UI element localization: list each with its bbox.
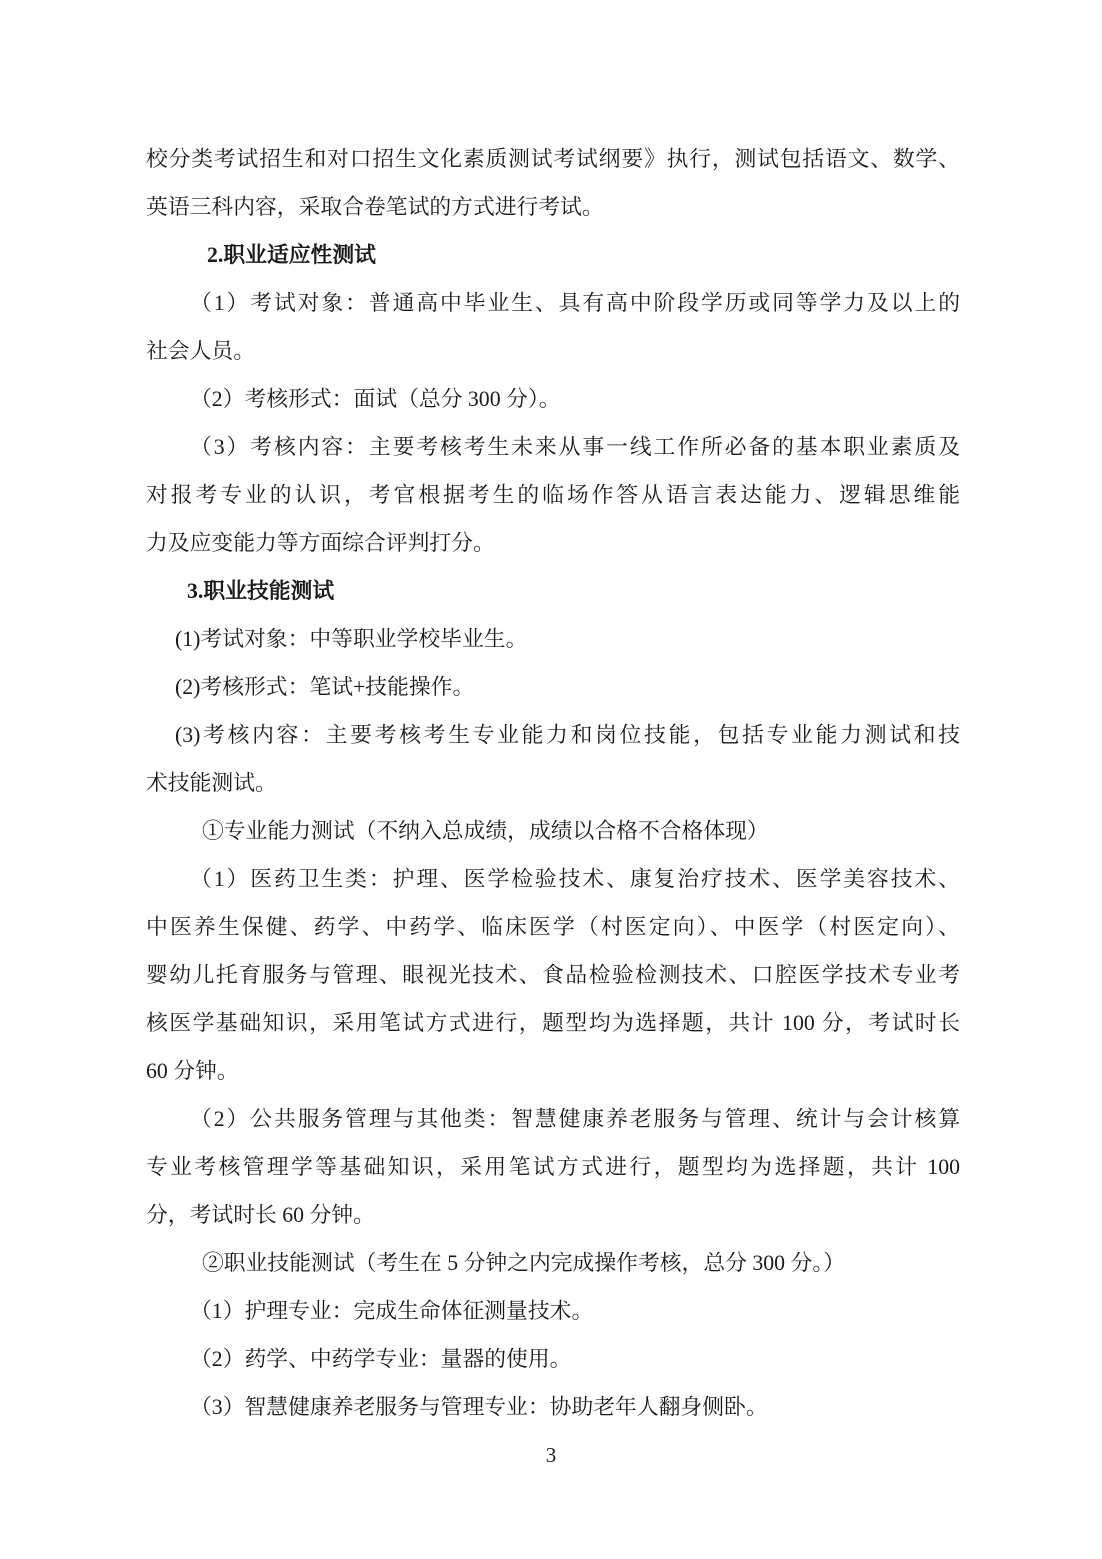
text-line: 60 分钟。: [146, 1059, 239, 1083]
text-line: （1）护理专业：完成生命体征测量技术。: [190, 1299, 594, 1323]
text-line: （3）考核内容：主要考核考生未来从事一线工作所必备的基本职业素质及: [190, 435, 960, 459]
text-line: 术技能测试。: [146, 771, 277, 795]
text-line: ②职业技能测试（考生在 5 分钟之内完成操作考核，总分 300 分。）: [202, 1251, 846, 1275]
text-line: 对报考专业的认识，考官根据考生的临场作答从语言表达能力、逻辑思维能: [146, 483, 960, 507]
text-line: （2）考核形式：面试（总分 300 分）。: [190, 387, 561, 411]
section-heading: 2.职业适应性测试: [207, 243, 376, 267]
text-line: （2）公共服务管理与其他类：智慧健康养老服务与管理、统计与会计核算: [190, 1107, 960, 1131]
text-line: ①专业能力测试（不纳入总成绩，成绩以合格不合格体现）: [202, 819, 769, 843]
page-number: 3: [545, 1443, 557, 1467]
text-line: 婴幼儿托育服务与管理、眼视光技术、食品检验检测技术、口腔医学技术专业考: [146, 963, 960, 987]
text-line: 社会人员。: [146, 339, 255, 363]
text-line: 专业考核管理学等基础知识，采用笔试方式进行，题型均为选择题，共计 100: [146, 1155, 960, 1179]
text-line: 英语三科内容，采取合卷笔试的方式进行考试。: [146, 195, 604, 219]
text-line: (1)考试对象：中等职业学校毕业生。: [175, 627, 528, 651]
text-line: （1）医药卫生类：护理、医学检验技术、康复治疗技术、医学美容技术、: [190, 867, 960, 891]
text-line: 中医养生保健、药学、中药学、临床医学（村医定向）、中医学（村医定向）、: [146, 915, 960, 939]
text-line: 校分类考试招生和对口招生文化素质测试考试纲要》执行，测试包括语文、数学、: [146, 147, 960, 171]
text-line: （1）考试对象：普通高中毕业生、具有高中阶段学历或同等学力及以上的: [190, 291, 960, 315]
document-body: [146, 135, 960, 1431]
text-line: （2）药学、中药学专业：量器的使用。: [190, 1347, 572, 1371]
text-line: 核医学基础知识，采用笔试方式进行，题型均为选择题，共计 100 分，考试时长: [146, 1011, 960, 1035]
text-line: （3）智慧健康养老服务与管理专业：协助老年人翻身侧卧。: [190, 1395, 768, 1419]
section-heading: 3.职业技能测试: [187, 579, 335, 603]
text-line: (3)考核内容：主要考核考生专业能力和岗位技能，包括专业能力测试和技: [175, 723, 960, 747]
text-line: 分，考试时长 60 分钟。: [146, 1203, 375, 1227]
text-line: 力及应变能力等方面综合评判打分。: [146, 531, 495, 555]
text-line: (2)考核形式：笔试+技能操作。: [175, 675, 475, 699]
